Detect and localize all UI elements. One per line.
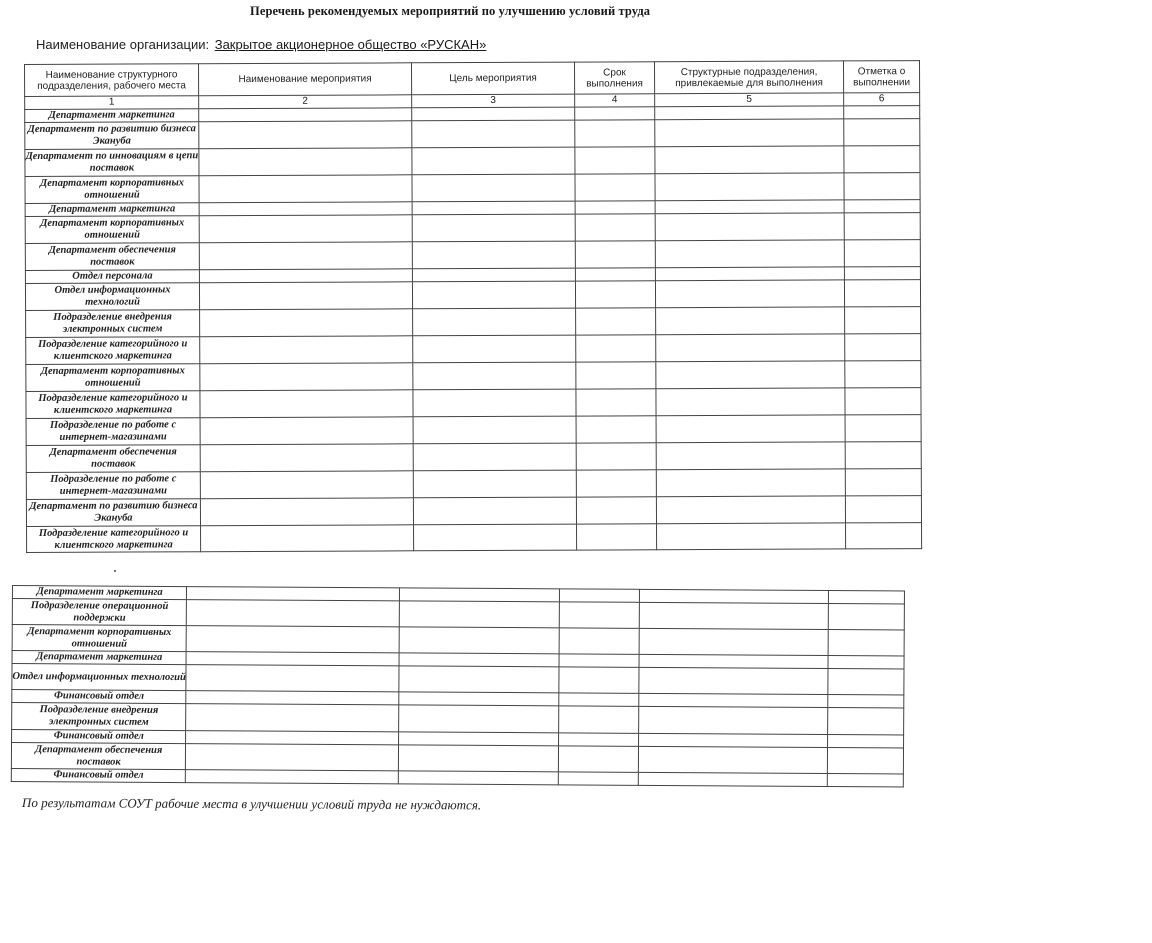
table-row [26, 496, 921, 527]
unit-name-cell: Подразделение операционной поддержки [12, 599, 187, 626]
column-number: 6 [844, 93, 920, 106]
empty-cell [398, 745, 559, 772]
empty-cell [559, 772, 639, 785]
measures-table-page-1 [24, 60, 922, 553]
empty-cell [844, 200, 920, 213]
empty-cell [575, 214, 655, 241]
empty-cell [827, 773, 903, 786]
empty-cell [399, 588, 559, 602]
empty-cell [655, 267, 844, 281]
column-number: 2 [199, 95, 412, 109]
empty-cell [559, 654, 639, 667]
organization-name: Закрытое акционерное общество «РУСКАН» [214, 37, 487, 52]
empty-cell [575, 241, 655, 268]
table-row [26, 334, 921, 365]
empty-cell [186, 626, 399, 653]
organization-line [36, 37, 500, 52]
empty-cell [656, 469, 845, 497]
empty-cell [577, 524, 657, 550]
unit-name-cell: Подразделение категорийного и клиентского маркетинга [27, 526, 201, 553]
empty-cell [187, 600, 400, 627]
empty-cell [199, 282, 412, 310]
unit-name-cell: Отдел информационных технологий [25, 283, 199, 311]
empty-cell [413, 362, 576, 390]
empty-cell [655, 200, 844, 214]
empty-cell [186, 744, 399, 771]
empty-cell [639, 772, 827, 786]
empty-cell [639, 693, 827, 707]
empty-cell [639, 706, 828, 734]
empty-cell [413, 389, 576, 417]
empty-cell [576, 362, 656, 389]
empty-cell [844, 267, 920, 280]
empty-cell [412, 147, 575, 175]
organization-label: Наименование организации: [36, 37, 210, 52]
column-number: 1 [25, 96, 199, 110]
empty-cell [412, 281, 575, 309]
empty-cell [412, 120, 575, 148]
empty-cell [827, 747, 903, 773]
empty-cell [412, 107, 575, 121]
empty-cell [413, 443, 576, 471]
empty-cell [639, 733, 827, 747]
empty-cell [844, 119, 920, 146]
empty-cell [656, 388, 845, 416]
measures-table-page-2 [11, 585, 905, 787]
empty-cell [199, 121, 412, 149]
unit-name-cell: Департамент обеспечения поставок [26, 445, 200, 473]
unit-name-cell: Департамент обеспечения поставок [11, 743, 186, 770]
empty-cell [399, 653, 559, 667]
empty-cell [559, 628, 639, 654]
unit-name-cell: Департамент корпоративных отношений [12, 625, 187, 652]
footer-note: По результатам СОУТ рабочие места в улучшении условий труда не нуждаются. [21, 795, 482, 813]
empty-cell [655, 146, 844, 174]
empty-cell [844, 213, 920, 240]
unit-name-cell: Финансовый отдел [11, 768, 185, 782]
empty-cell [576, 443, 656, 470]
unit-name-cell: Департамент корпоративных отношений [26, 364, 200, 392]
empty-cell [575, 174, 655, 201]
unit-name-cell: Финансовый отдел [12, 690, 186, 704]
empty-cell [398, 771, 558, 785]
empty-cell [657, 523, 846, 550]
empty-cell [399, 601, 560, 628]
empty-cell [559, 733, 639, 746]
unit-name-cell: Департамент маркетинга [25, 203, 199, 217]
table-row [25, 280, 920, 311]
empty-cell [576, 389, 656, 416]
empty-cell [199, 242, 412, 270]
col-header-completion-mark: Отметка о выполнении [843, 61, 919, 93]
empty-cell [639, 654, 827, 668]
empty-cell [413, 335, 576, 363]
empty-cell [186, 704, 399, 732]
empty-cell [844, 106, 920, 119]
empty-cell [844, 146, 920, 173]
empty-cell [559, 746, 639, 772]
table-row [25, 173, 920, 204]
empty-cell [399, 692, 559, 706]
empty-cell [199, 175, 412, 203]
empty-cell [655, 173, 844, 201]
empty-cell [412, 241, 575, 269]
empty-cell [655, 280, 844, 308]
unit-name-cell: Отдел персонала [25, 270, 199, 284]
empty-cell [186, 665, 399, 692]
empty-cell [845, 307, 921, 334]
col-header-unit: Наименование структурного подразделения, рабочего места [25, 64, 199, 97]
unit-name-cell: Отдел информационных технологий [12, 664, 187, 691]
empty-cell [200, 444, 413, 472]
empty-cell [656, 415, 845, 443]
empty-cell [186, 652, 399, 666]
table-row [26, 388, 921, 419]
empty-cell [656, 307, 845, 335]
unit-name-cell: Финансовый отдел [12, 730, 186, 744]
empty-cell [199, 215, 412, 243]
empty-cell [413, 470, 576, 498]
column-number: 5 [655, 93, 844, 107]
empty-cell [655, 106, 844, 120]
empty-cell [845, 388, 921, 415]
table-row [26, 469, 921, 500]
empty-cell [655, 213, 844, 241]
empty-cell [559, 693, 639, 706]
empty-cell [656, 442, 845, 470]
empty-cell [845, 469, 921, 496]
empty-cell [199, 202, 412, 216]
table-row [25, 146, 920, 177]
col-header-measure: Наименование мероприятия [199, 63, 412, 96]
empty-cell [828, 694, 904, 707]
empty-cell [576, 497, 656, 524]
empty-cell [200, 471, 413, 499]
unit-name-cell: Подразделение категорийного и клиентского маркетинга [26, 391, 200, 419]
empty-cell [412, 268, 575, 282]
unit-name-cell: Подразделение по работе с интернет-магазинами [26, 472, 200, 500]
unit-name-cell: Подразделение категорийного и клиентского маркетинга [26, 337, 200, 365]
empty-cell [844, 280, 920, 307]
table-row [25, 240, 920, 271]
empty-cell [559, 667, 639, 693]
empty-cell [575, 201, 655, 214]
col-header-deadline: Срок выполнения [574, 62, 654, 94]
empty-cell [413, 497, 576, 525]
empty-cell [655, 119, 844, 147]
empty-cell [560, 589, 640, 602]
empty-cell [398, 732, 558, 746]
empty-cell [576, 416, 656, 443]
unit-name-cell: Департамент по развитию бизнеса Экануба [26, 499, 200, 527]
empty-cell [845, 442, 921, 469]
empty-cell [828, 590, 904, 603]
unit-name-cell: Департамент маркетинга [12, 651, 186, 665]
unit-name-cell: Департамент по инновациям в цепи поставок [25, 149, 199, 177]
empty-cell [199, 269, 412, 283]
empty-cell [412, 174, 575, 202]
col-header-goal: Цель мероприятия [411, 62, 574, 95]
scan-speck [114, 570, 116, 572]
empty-cell [575, 281, 655, 308]
unit-name-cell: Департамент маркетинга [25, 109, 199, 123]
empty-cell [399, 666, 560, 693]
empty-cell [200, 417, 413, 445]
empty-cell [201, 525, 414, 552]
unit-name-cell: Департамент по развитию бизнеса Экануба [25, 122, 199, 150]
empty-cell [639, 746, 828, 773]
empty-cell [827, 707, 903, 734]
unit-name-cell: Подразделение внедрения электронных систем [12, 703, 187, 731]
table-row [26, 307, 921, 338]
empty-cell [200, 336, 413, 364]
unit-name-cell: Департамент корпоративных отношений [25, 176, 199, 204]
empty-cell [413, 416, 576, 444]
empty-cell [640, 589, 828, 603]
empty-cell [186, 770, 399, 784]
table-row [25, 213, 920, 244]
empty-cell [399, 627, 560, 654]
empty-cell [845, 496, 921, 523]
table-row [25, 119, 920, 150]
empty-cell [844, 173, 920, 200]
empty-cell [656, 334, 845, 362]
empty-cell [186, 731, 399, 745]
table-row [26, 361, 921, 392]
empty-cell [559, 602, 639, 628]
empty-cell [200, 363, 413, 391]
empty-cell [413, 308, 576, 336]
empty-cell [200, 390, 413, 418]
table-row [26, 442, 921, 473]
unit-name-cell: Департамент маркетинга [12, 586, 186, 600]
empty-cell [639, 628, 828, 655]
empty-cell [656, 361, 845, 389]
empty-cell [414, 524, 577, 551]
empty-cell [575, 147, 655, 174]
empty-cell [187, 587, 400, 601]
column-number: 4 [575, 94, 655, 107]
empty-cell [412, 201, 575, 215]
empty-cell [846, 523, 922, 549]
empty-cell [200, 309, 413, 337]
unit-name-cell: Департамент корпоративных отношений [25, 216, 199, 244]
empty-cell [828, 655, 904, 668]
empty-cell [576, 308, 656, 335]
unit-name-cell: Подразделение внедрения электронных систем [26, 310, 200, 338]
empty-cell [827, 734, 903, 747]
header-row [25, 61, 920, 97]
empty-cell [828, 629, 904, 655]
empty-cell [656, 496, 845, 524]
document-title: Перечень рекомендуемых мероприятий по улучшению условий труда [250, 4, 651, 18]
empty-cell [845, 334, 921, 361]
col-header-involved-units: Структурные подразделения, привлекаемые для выполнения [654, 61, 843, 94]
empty-cell [199, 108, 412, 122]
empty-cell [844, 240, 920, 267]
empty-cell [199, 148, 412, 176]
empty-cell [576, 470, 656, 497]
empty-cell [412, 214, 575, 242]
unit-name-cell: Департамент обеспечения поставок [25, 243, 199, 271]
empty-cell [828, 668, 904, 694]
table-row [27, 523, 922, 553]
column-number: 3 [412, 94, 575, 108]
empty-cell [845, 415, 921, 442]
empty-cell [575, 120, 655, 147]
empty-cell [845, 361, 921, 388]
empty-cell [655, 240, 844, 268]
empty-cell [559, 706, 639, 733]
unit-name-cell: Подразделение по работе с интернет-магазинами [26, 418, 200, 446]
empty-cell [828, 603, 904, 629]
empty-cell [575, 107, 655, 120]
empty-cell [575, 268, 655, 281]
empty-cell [186, 691, 399, 705]
table-row [26, 415, 921, 446]
empty-cell [398, 705, 559, 733]
empty-cell [200, 498, 413, 526]
empty-cell [576, 335, 656, 362]
empty-cell [640, 602, 829, 629]
empty-cell [639, 667, 828, 694]
